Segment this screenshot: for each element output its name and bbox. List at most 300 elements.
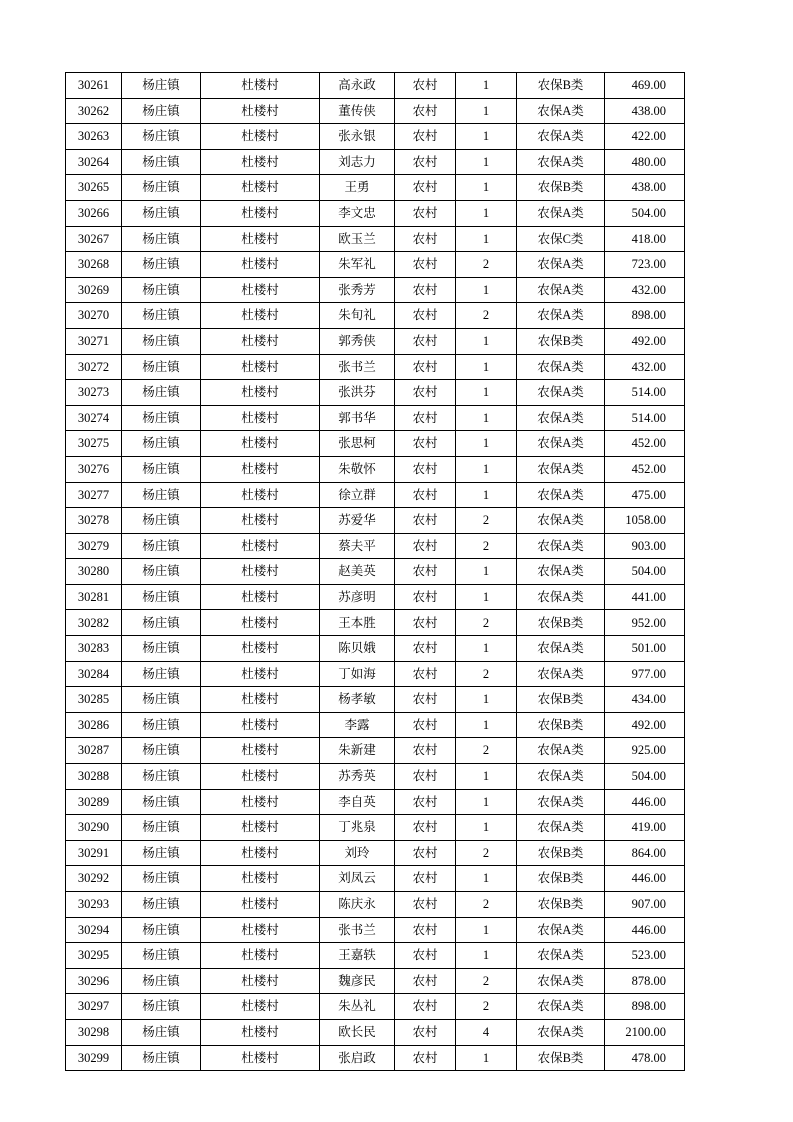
table-cell-count: 1	[456, 73, 517, 99]
table-cell-name: 李文忠	[320, 200, 395, 226]
table-cell-amount: 492.00	[605, 712, 685, 738]
table-cell-village: 杜楼村	[201, 175, 320, 201]
table-cell-count: 1	[456, 636, 517, 662]
table-cell-village: 杜楼村	[201, 149, 320, 175]
table-cell-amount: 492.00	[605, 328, 685, 354]
table-cell-residence: 农村	[395, 456, 456, 482]
table-cell-amount: 438.00	[605, 175, 685, 201]
table-row	[66, 200, 685, 226]
table-cell-residence: 农村	[395, 124, 456, 150]
table-cell-residence: 农村	[395, 764, 456, 790]
table-cell-category: 农保A类	[517, 738, 605, 764]
table-cell-id: 30289	[66, 789, 122, 815]
table-cell-name: 刘志力	[320, 149, 395, 175]
table-row	[66, 917, 685, 943]
table-cell-name: 蔡夫平	[320, 533, 395, 559]
table-cell-category: 农保A类	[517, 636, 605, 662]
table-cell-count: 2	[456, 661, 517, 687]
table-cell-name: 张秀芳	[320, 277, 395, 303]
table-cell-count: 1	[456, 482, 517, 508]
table-cell-town: 杨庄镇	[122, 533, 201, 559]
table-cell-id: 30293	[66, 892, 122, 918]
table-cell-name: 丁如海	[320, 661, 395, 687]
benefits-table	[65, 72, 685, 1071]
table-cell-town: 杨庄镇	[122, 149, 201, 175]
table-cell-amount: 977.00	[605, 661, 685, 687]
table-cell-count: 1	[456, 431, 517, 457]
table-cell-town: 杨庄镇	[122, 559, 201, 585]
table-cell-name: 苏秀英	[320, 764, 395, 790]
table-cell-category: 农保A类	[517, 277, 605, 303]
table-cell-category: 农保A类	[517, 994, 605, 1020]
table-cell-village: 杜楼村	[201, 789, 320, 815]
table-cell-name: 苏爱华	[320, 508, 395, 534]
table-cell-town: 杨庄镇	[122, 892, 201, 918]
table-cell-amount: 446.00	[605, 917, 685, 943]
table-cell-town: 杨庄镇	[122, 661, 201, 687]
table-cell-village: 杜楼村	[201, 431, 320, 457]
table-cell-id: 30290	[66, 815, 122, 841]
table-cell-amount: 878.00	[605, 968, 685, 994]
table-row	[66, 98, 685, 124]
table-cell-town: 杨庄镇	[122, 73, 201, 99]
table-cell-id: 30295	[66, 943, 122, 969]
table-cell-town: 杨庄镇	[122, 354, 201, 380]
table-cell-town: 杨庄镇	[122, 175, 201, 201]
table-cell-village: 杜楼村	[201, 277, 320, 303]
table-cell-residence: 农村	[395, 431, 456, 457]
table-cell-amount: 434.00	[605, 687, 685, 713]
table-cell-residence: 农村	[395, 917, 456, 943]
table-cell-name: 李露	[320, 712, 395, 738]
table-row	[66, 277, 685, 303]
table-cell-count: 2	[456, 892, 517, 918]
table-cell-category: 农保A类	[517, 968, 605, 994]
table-cell-village: 杜楼村	[201, 687, 320, 713]
table-cell-town: 杨庄镇	[122, 712, 201, 738]
table-cell-count: 1	[456, 124, 517, 150]
table-row	[66, 661, 685, 687]
table-cell-count: 1	[456, 456, 517, 482]
table-cell-count: 1	[456, 328, 517, 354]
table-cell-village: 杜楼村	[201, 482, 320, 508]
table-cell-category: 农保B类	[517, 1045, 605, 1071]
table-row	[66, 1045, 685, 1071]
table-cell-village: 杜楼村	[201, 559, 320, 585]
table-cell-id: 30297	[66, 994, 122, 1020]
table-cell-id: 30283	[66, 636, 122, 662]
table-row	[66, 738, 685, 764]
table-cell-town: 杨庄镇	[122, 789, 201, 815]
table-cell-id: 30271	[66, 328, 122, 354]
table-row	[66, 994, 685, 1020]
table-cell-village: 杜楼村	[201, 661, 320, 687]
table-cell-town: 杨庄镇	[122, 866, 201, 892]
table-cell-residence: 农村	[395, 840, 456, 866]
table-cell-name: 魏彦民	[320, 968, 395, 994]
table-cell-count: 1	[456, 405, 517, 431]
table-cell-id: 30264	[66, 149, 122, 175]
table-row	[66, 73, 685, 99]
table-cell-count: 2	[456, 738, 517, 764]
table-cell-id: 30292	[66, 866, 122, 892]
table-row	[66, 405, 685, 431]
table-cell-name: 丁兆泉	[320, 815, 395, 841]
table-cell-village: 杜楼村	[201, 533, 320, 559]
table-cell-town: 杨庄镇	[122, 252, 201, 278]
table-cell-residence: 农村	[395, 482, 456, 508]
table-cell-residence: 农村	[395, 98, 456, 124]
table-cell-residence: 农村	[395, 252, 456, 278]
table-row	[66, 610, 685, 636]
table-cell-village: 杜楼村	[201, 1045, 320, 1071]
table-cell-residence: 农村	[395, 610, 456, 636]
table-cell-id: 30280	[66, 559, 122, 585]
table-cell-id: 30266	[66, 200, 122, 226]
table-cell-category: 农保A类	[517, 943, 605, 969]
table-cell-id: 30279	[66, 533, 122, 559]
table-cell-category: 农保B类	[517, 712, 605, 738]
table-cell-residence: 农村	[395, 73, 456, 99]
table-cell-residence: 农村	[395, 687, 456, 713]
table-cell-village: 杜楼村	[201, 226, 320, 252]
table-cell-name: 王嘉轶	[320, 943, 395, 969]
table-cell-count: 1	[456, 789, 517, 815]
table-cell-count: 1	[456, 1045, 517, 1071]
table-cell-category: 农保B类	[517, 892, 605, 918]
table-cell-residence: 农村	[395, 789, 456, 815]
table-cell-name: 李自英	[320, 789, 395, 815]
table-cell-name: 欧玉兰	[320, 226, 395, 252]
table-row	[66, 149, 685, 175]
table-cell-village: 杜楼村	[201, 584, 320, 610]
table-cell-amount: 418.00	[605, 226, 685, 252]
table-cell-category: 农保A类	[517, 559, 605, 585]
table-cell-category: 农保A类	[517, 508, 605, 534]
table-row	[66, 175, 685, 201]
table-row	[66, 431, 685, 457]
table-cell-town: 杨庄镇	[122, 508, 201, 534]
table-row	[66, 559, 685, 585]
table-cell-name: 朱丛礼	[320, 994, 395, 1020]
table-cell-residence: 农村	[395, 508, 456, 534]
table-cell-category: 农保A类	[517, 1019, 605, 1045]
table-cell-category: 农保A类	[517, 98, 605, 124]
table-cell-name: 陈贝娥	[320, 636, 395, 662]
table-cell-count: 1	[456, 943, 517, 969]
table-cell-residence: 农村	[395, 738, 456, 764]
table-cell-amount: 504.00	[605, 764, 685, 790]
table-cell-id: 30281	[66, 584, 122, 610]
table-row	[66, 815, 685, 841]
table-cell-category: 农保A类	[517, 124, 605, 150]
table-cell-residence: 农村	[395, 559, 456, 585]
table-cell-village: 杜楼村	[201, 840, 320, 866]
table-cell-village: 杜楼村	[201, 1019, 320, 1045]
table-cell-category: 农保A类	[517, 405, 605, 431]
table-cell-name: 高永政	[320, 73, 395, 99]
table-row	[66, 840, 685, 866]
table-cell-count: 2	[456, 533, 517, 559]
table-cell-village: 杜楼村	[201, 252, 320, 278]
table-cell-name: 朱敬怀	[320, 456, 395, 482]
table-cell-village: 杜楼村	[201, 943, 320, 969]
table-cell-amount: 723.00	[605, 252, 685, 278]
table-cell-category: 农保B类	[517, 73, 605, 99]
table-cell-town: 杨庄镇	[122, 1045, 201, 1071]
table-cell-count: 1	[456, 277, 517, 303]
table-cell-village: 杜楼村	[201, 610, 320, 636]
table-cell-category: 农保B类	[517, 328, 605, 354]
table-cell-category: 农保B类	[517, 687, 605, 713]
table-cell-amount: 480.00	[605, 149, 685, 175]
table-row	[66, 252, 685, 278]
table-cell-residence: 农村	[395, 405, 456, 431]
table-row	[66, 968, 685, 994]
table-row	[66, 892, 685, 918]
table-cell-name: 刘玲	[320, 840, 395, 866]
table-cell-residence: 农村	[395, 380, 456, 406]
table-cell-name: 董传侠	[320, 98, 395, 124]
table-cell-residence: 农村	[395, 533, 456, 559]
table-cell-village: 杜楼村	[201, 968, 320, 994]
table-row	[66, 508, 685, 534]
table-cell-id: 30294	[66, 917, 122, 943]
table-cell-amount: 432.00	[605, 277, 685, 303]
table-cell-count: 2	[456, 968, 517, 994]
table-cell-village: 杜楼村	[201, 456, 320, 482]
table-cell-id: 30269	[66, 277, 122, 303]
table-cell-category: 农保B类	[517, 866, 605, 892]
table-cell-town: 杨庄镇	[122, 226, 201, 252]
table-cell-residence: 农村	[395, 712, 456, 738]
table-cell-town: 杨庄镇	[122, 994, 201, 1020]
table-cell-amount: 501.00	[605, 636, 685, 662]
table-cell-residence: 农村	[395, 226, 456, 252]
table-cell-village: 杜楼村	[201, 866, 320, 892]
table-cell-town: 杨庄镇	[122, 200, 201, 226]
table-cell-name: 张洪芬	[320, 380, 395, 406]
table-cell-name: 徐立群	[320, 482, 395, 508]
table-cell-town: 杨庄镇	[122, 840, 201, 866]
table-row	[66, 712, 685, 738]
table-cell-id: 30285	[66, 687, 122, 713]
table-cell-residence: 农村	[395, 892, 456, 918]
table-cell-residence: 农村	[395, 277, 456, 303]
table-cell-amount: 419.00	[605, 815, 685, 841]
table-cell-category: 农保A类	[517, 815, 605, 841]
table-cell-category: 农保A类	[517, 533, 605, 559]
table-cell-id: 30273	[66, 380, 122, 406]
table-cell-name: 赵美英	[320, 559, 395, 585]
table-cell-count: 1	[456, 815, 517, 841]
table-cell-village: 杜楼村	[201, 508, 320, 534]
table-cell-town: 杨庄镇	[122, 431, 201, 457]
table-cell-village: 杜楼村	[201, 200, 320, 226]
table-cell-town: 杨庄镇	[122, 917, 201, 943]
table-cell-id: 30278	[66, 508, 122, 534]
table-cell-id: 30276	[66, 456, 122, 482]
table-cell-id: 30282	[66, 610, 122, 636]
table-cell-name: 张思柯	[320, 431, 395, 457]
table-cell-amount: 1058.00	[605, 508, 685, 534]
table-cell-count: 1	[456, 866, 517, 892]
table-body	[66, 73, 685, 1071]
table-cell-residence: 农村	[395, 328, 456, 354]
table-cell-count: 1	[456, 764, 517, 790]
table-cell-town: 杨庄镇	[122, 815, 201, 841]
table-cell-village: 杜楼村	[201, 917, 320, 943]
table-row	[66, 584, 685, 610]
table-cell-village: 杜楼村	[201, 636, 320, 662]
table-cell-town: 杨庄镇	[122, 98, 201, 124]
table-cell-id: 30277	[66, 482, 122, 508]
table-cell-count: 1	[456, 226, 517, 252]
table-cell-category: 农保C类	[517, 226, 605, 252]
table-cell-amount: 898.00	[605, 994, 685, 1020]
table-cell-residence: 农村	[395, 354, 456, 380]
table-cell-village: 杜楼村	[201, 354, 320, 380]
table-row	[66, 328, 685, 354]
table-cell-amount: 504.00	[605, 200, 685, 226]
table-row	[66, 354, 685, 380]
table-cell-amount: 2100.00	[605, 1019, 685, 1045]
table-cell-residence: 农村	[395, 994, 456, 1020]
table-cell-village: 杜楼村	[201, 738, 320, 764]
table-cell-residence: 农村	[395, 968, 456, 994]
table-cell-town: 杨庄镇	[122, 968, 201, 994]
table-cell-village: 杜楼村	[201, 380, 320, 406]
table-cell-residence: 农村	[395, 303, 456, 329]
table-cell-amount: 952.00	[605, 610, 685, 636]
table-cell-category: 农保A类	[517, 584, 605, 610]
table-cell-residence: 农村	[395, 636, 456, 662]
table-cell-count: 4	[456, 1019, 517, 1045]
table-cell-village: 杜楼村	[201, 712, 320, 738]
table-cell-category: 农保A类	[517, 200, 605, 226]
table-cell-name: 郭秀侠	[320, 328, 395, 354]
table-row	[66, 943, 685, 969]
table-cell-category: 农保B类	[517, 610, 605, 636]
table-cell-category: 农保A类	[517, 661, 605, 687]
table-cell-amount: 438.00	[605, 98, 685, 124]
table-cell-village: 杜楼村	[201, 815, 320, 841]
table-cell-count: 2	[456, 252, 517, 278]
table-cell-id: 30263	[66, 124, 122, 150]
table-cell-residence: 农村	[395, 661, 456, 687]
table-cell-name: 朱军礼	[320, 252, 395, 278]
table-cell-town: 杨庄镇	[122, 380, 201, 406]
table-cell-town: 杨庄镇	[122, 764, 201, 790]
table-cell-village: 杜楼村	[201, 892, 320, 918]
table-cell-name: 杨孝敏	[320, 687, 395, 713]
table-row	[66, 226, 685, 252]
table-cell-id: 30261	[66, 73, 122, 99]
table-cell-town: 杨庄镇	[122, 328, 201, 354]
table-cell-category: 农保A类	[517, 252, 605, 278]
table-cell-village: 杜楼村	[201, 405, 320, 431]
table-row	[66, 789, 685, 815]
table-cell-town: 杨庄镇	[122, 738, 201, 764]
table-cell-town: 杨庄镇	[122, 943, 201, 969]
table-cell-town: 杨庄镇	[122, 456, 201, 482]
table-cell-town: 杨庄镇	[122, 405, 201, 431]
table-cell-amount: 514.00	[605, 405, 685, 431]
table-cell-count: 1	[456, 687, 517, 713]
table-cell-amount: 446.00	[605, 866, 685, 892]
table-cell-amount: 446.00	[605, 789, 685, 815]
table-row	[66, 380, 685, 406]
table-cell-residence: 农村	[395, 175, 456, 201]
table-cell-count: 1	[456, 175, 517, 201]
table-cell-name: 张书兰	[320, 917, 395, 943]
table-cell-town: 杨庄镇	[122, 277, 201, 303]
table-row	[66, 456, 685, 482]
table-cell-name: 郭书华	[320, 405, 395, 431]
table-cell-residence: 农村	[395, 943, 456, 969]
table-row	[66, 866, 685, 892]
table-cell-id: 30270	[66, 303, 122, 329]
table-cell-count: 1	[456, 559, 517, 585]
table-cell-amount: 504.00	[605, 559, 685, 585]
table-cell-amount: 432.00	[605, 354, 685, 380]
table-cell-count: 1	[456, 584, 517, 610]
table-row	[66, 533, 685, 559]
table-cell-id: 30275	[66, 431, 122, 457]
table-cell-amount: 864.00	[605, 840, 685, 866]
table-cell-id: 30268	[66, 252, 122, 278]
table-cell-name: 苏彦明	[320, 584, 395, 610]
table-cell-id: 30267	[66, 226, 122, 252]
table-cell-village: 杜楼村	[201, 328, 320, 354]
table-cell-residence: 农村	[395, 815, 456, 841]
table-cell-category: 农保A类	[517, 482, 605, 508]
table-cell-residence: 农村	[395, 1045, 456, 1071]
table-row	[66, 482, 685, 508]
table-cell-count: 2	[456, 840, 517, 866]
table-cell-category: 农保A类	[517, 380, 605, 406]
table-cell-town: 杨庄镇	[122, 687, 201, 713]
table-cell-name: 陈庆永	[320, 892, 395, 918]
table-row	[66, 1019, 685, 1045]
table-cell-village: 杜楼村	[201, 764, 320, 790]
table-cell-amount: 475.00	[605, 482, 685, 508]
table-cell-count: 1	[456, 712, 517, 738]
table-cell-amount: 441.00	[605, 584, 685, 610]
table-cell-village: 杜楼村	[201, 73, 320, 99]
table-cell-amount: 478.00	[605, 1045, 685, 1071]
table-cell-id: 30291	[66, 840, 122, 866]
table-cell-count: 1	[456, 149, 517, 175]
table-row	[66, 687, 685, 713]
table-cell-id: 30274	[66, 405, 122, 431]
table-cell-amount: 898.00	[605, 303, 685, 329]
table-cell-amount: 925.00	[605, 738, 685, 764]
table-cell-name: 刘凤云	[320, 866, 395, 892]
table-cell-town: 杨庄镇	[122, 482, 201, 508]
table-row	[66, 764, 685, 790]
table-cell-id: 30287	[66, 738, 122, 764]
table-cell-id: 30299	[66, 1045, 122, 1071]
table-cell-count: 2	[456, 994, 517, 1020]
table-cell-village: 杜楼村	[201, 994, 320, 1020]
table-cell-town: 杨庄镇	[122, 584, 201, 610]
table-cell-amount: 903.00	[605, 533, 685, 559]
table-cell-count: 1	[456, 380, 517, 406]
table-cell-town: 杨庄镇	[122, 1019, 201, 1045]
table-cell-name: 朱新建	[320, 738, 395, 764]
table-cell-category: 农保A类	[517, 354, 605, 380]
